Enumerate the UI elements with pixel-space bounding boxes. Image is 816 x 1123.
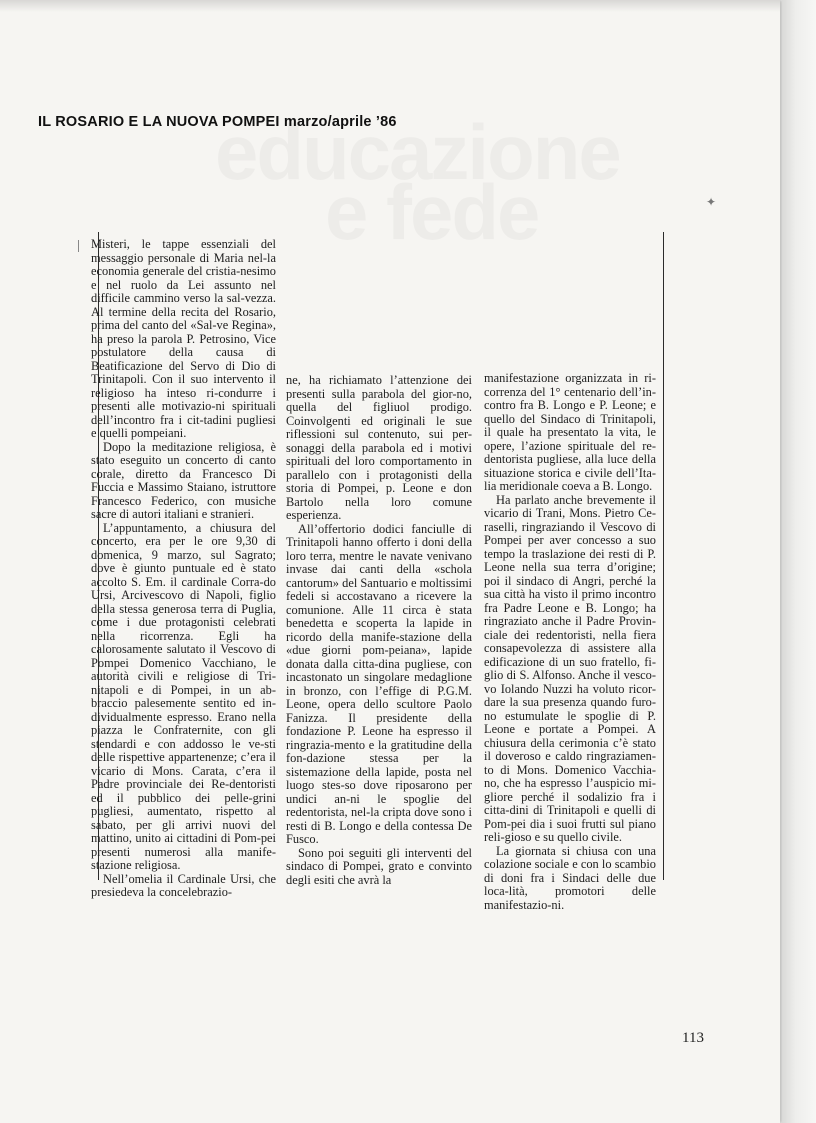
paragraph: Nell’omelia il Cardinale Ursi, che presiedeva la concelebrazio- <box>91 871 276 899</box>
bleed-through-ghost-text <box>215 122 620 242</box>
page-number: 113 <box>682 1030 704 1046</box>
paragraph: All’offertorio dodici fanciulle di Trinitapoli hanno offerto i doni della loro terra, mentre le navate venivano invase dai canti della «schola cantorum» del Santuario e moltissimi fedeli si accostavano a ricevere la comunione. Alle 11 circa è stata benedetta e scoperta la lapide in ricordo della manife-stazione della «due giorni pom-peiana», lapide donata dalla citta-dina pugliese, con incastonato un singolare medaglione in bronzo, con l’effige di P.G.M. Leone, opera dello scultore Paolo Fanizza. Il presidente della fondazione P. Leone ha espresso il ringrazia-mento e la gratitudine della fon-dazione stessa per la sistemazione della lapide, posta nel luogo stes-so dove riposarono per undici an-ni le spoglie del redentorista, nel-la cripta dove sono i resti di B. Longo e della contessa De Fusco. <box>286 521 472 846</box>
scan-top-shadow <box>0 0 780 12</box>
article-column-3 <box>484 372 656 912</box>
article-column-2 <box>286 374 472 887</box>
paragraph: Sono poi seguiti gli interventi del sindaco di Pompei, grato e convinto degli esiti che avrà la <box>286 845 472 887</box>
paragraph: Dopo la meditazione religiosa, è stato eseguito un concerto di canto corale, diretto da Francesco Di Fuccia e Massimo Staiano, istruttore Francesco Federico, con musiche sacre di autori italiani e stranieri. <box>91 439 276 521</box>
paragraph: Misteri, le tappe essenziali del messaggio personale di Maria nel-la economia generale del cristia-nesimo e nel ruolo da Lei assunto nel difficile cammino verso la sal-vezza. Al termine della recita del Rosario, prima del canto del «Sal-ve Regina», ha preso la parola P. Petrosino, Vice postulatore della causa di Beatificazione del Servo di Dio di Trinitapoli. Con il suo intervento il religioso ha inteso ri-condurre i presenti alle motivazio-ni spirituali dell’incontro fra i cit-tadini pugliesi e quelli pompeiani. <box>91 237 276 440</box>
running-head: IL ROSARIO E LA NUOVA POMPEI marzo/aprile ’86 <box>38 114 397 130</box>
right-column-rule <box>663 232 664 880</box>
paragraph: La giornata si chiusa con una colazione sociale e con lo scambio di doni fra i Sindaci delle due loca-lità, promotori delle manifestazio-ni. <box>484 843 656 912</box>
paragraph: manifestazione organizzata in ri-correnza del 1° centenario dell’in-contro fra B. Longo e P. Leone; e quello del Sindaco di Trinitapoli, il quale ha presentato la vita, le opere, l’azione spirituale del re-dentorista pugliese, alla luce della situazione storica e civile dell’Ita-lia meridionale coeva a B. Longo. <box>484 371 656 493</box>
margin-mark <box>78 240 79 252</box>
next-page-edge <box>782 0 816 1123</box>
paragraph: L’appuntamento, a chiusura del concerto, era per le ore 9,30 di domenica, 9 marzo, sul Sagrato; dove è giunto puntuale ed è stato accolto S. Em. il cardinale Corra-do Ursi, Arcivescovo di Napoli, figlio della stessa generosa terra di Puglia, come i due protagonisti celebrati nella ricorrenza. Egli ha calorosamente salutato il Vescovo di Pompei Domenico Vacchiano, le autorità civili e religiose di Tri-nitapoli e di Pompei, in un ab-braccio palesemente sentito ed in-dividualmente espresso. Erano nella piazza le Confraternite, con gli stendardi e con addosso le ve-sti delle rispettive appartenenze; c’era il vicario di Mons. Carata, c’era il Padre provinciale dei Re-dentoristi ed il pubblico dei pelle-grini pugliesi, aumentato, rispetto al sabato, per gli arrivi nuovi del mattino, unito ai cittadini di Pom-pei presenti numerosi alla manife-stazione religiosa. <box>91 520 276 872</box>
paragraph: Ha parlato anche brevemente il vicario di Trani, Mons. Pietro Ce-raselli, ringraziando il Vescovo di Pompei per aver concesso a suo tempo la traslazione dei resti di P. Leone nella sua terra d’origine; poi il sindaco di Angri, perché la sua città ha visto il primo incontro fra Padre Leone e B. Longo; ha ringraziato anche il Padre Provin-ciale dei redentoristi, nella fiera consapevolezza di assistere alla edificazione di un suo fratello, fi-glio di S. Alfonso. Anche il vesco-vo Iolando Nuzzi ha voluto ricor-dare la sua presenza quando furo-no estumulate le spoglie di P. Leone e portate a Pompei. A chiusura della cerimonia c’è stato il doveroso e caldo ringraziamen-to di Mons. Domenico Vacchia-no, che ha espresso l’auspicio mi-gliore perché il sodalizio fra i citta-dini di Trinitapoli e quelli di Pom-pei dia i suoi frutti sul piano reli-gioso e su quello civile. <box>484 492 656 844</box>
paragraph: ne, ha richiamato l’attenzione dei presenti sulla parabola del gior-no, quella del figliuol prodigo. Coinvolgenti ed originali le sue riflessioni sul contenuto, sui per-sonaggi della parabola ed i motivi spirituali del loro comportamento in parallelo con i protagonisti della storia di Pompei, p. Leone e don Bartolo nella loro comune esperienza. <box>286 373 472 522</box>
scan-speck: ✦ <box>706 195 717 209</box>
article-column-1 <box>91 238 276 900</box>
